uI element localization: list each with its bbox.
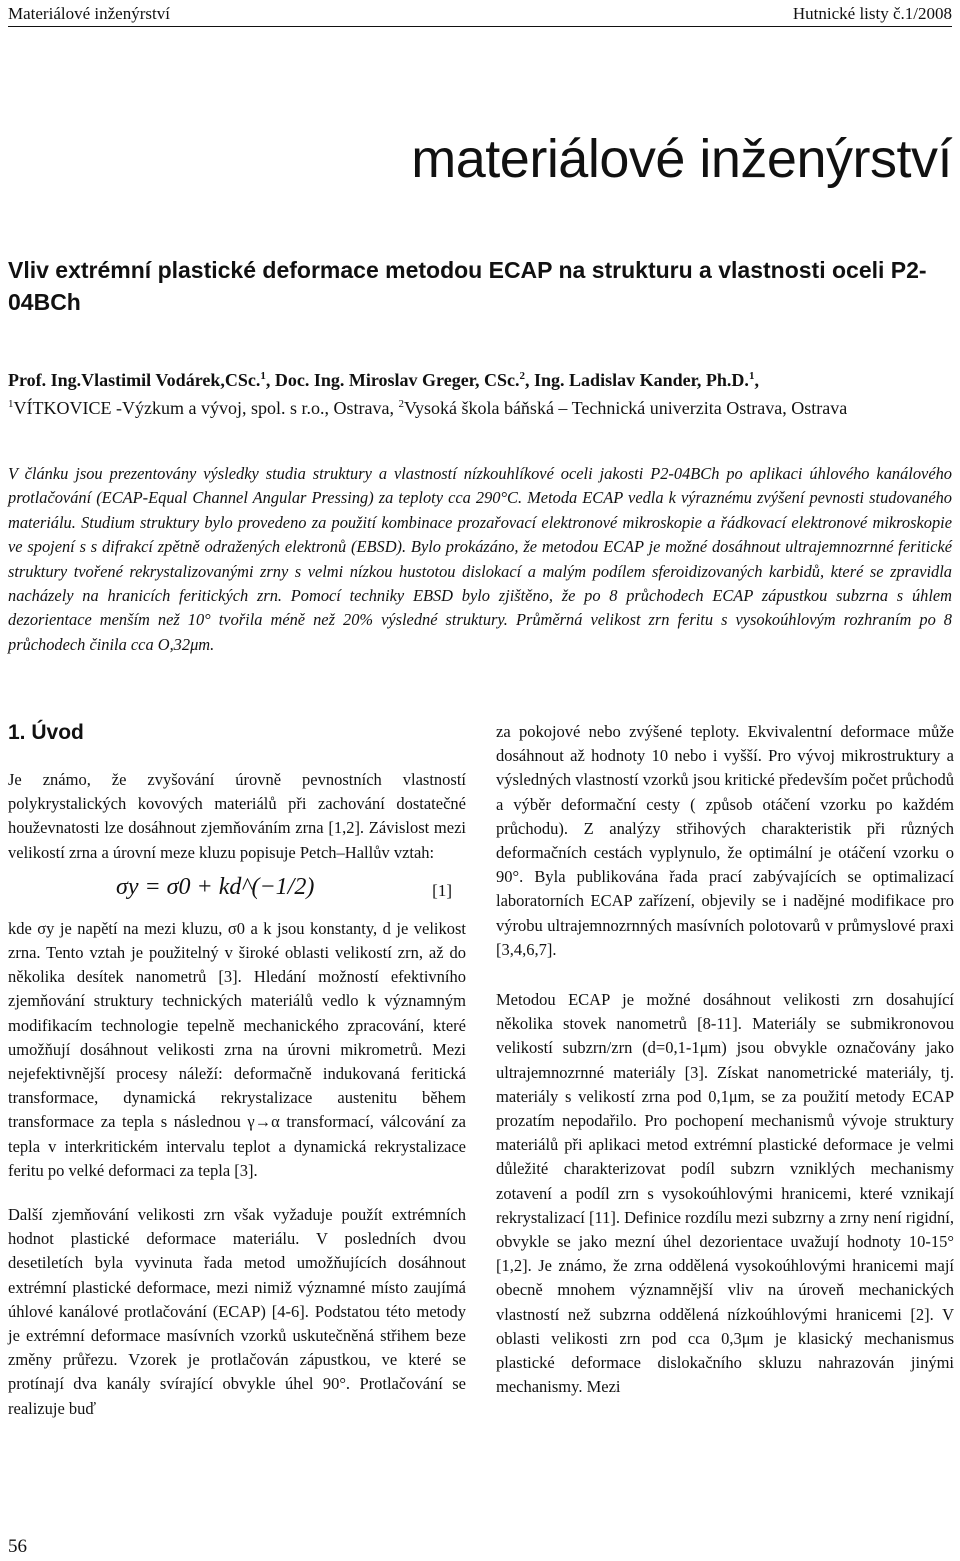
abstract: V článku jsou prezentovány výsledky studia struktury a vlastností nízkouhlíkové oceli jakosti P2-04BCh po aplikaci úhlového kanálového protlačování (ECAP-Equal Channel Angular Pressing) za teploty cca 290°C. Metoda ECAP vedla k výraznému zvýšení pevnosti studovaného materiálu. Studium struktury bylo provedeno za použití kombinace prozařovací elektronové mikroskopie a řádkovací elektronové mikroskopie ve spojení s s difrakcí zpětně odražených elektronů (EBSD). Bylo prokázáno, že metodou ECAP je možné dosáhnout ultrajemnozrnné feritické struktury tvořené rekrystalizovanými zrny s velmi nízkou hustotou dislokací a malým podílem sferoidizovaných karbidů, které se zpravidla nacházely na hranicích feritických zrn. Pomocí techniky EBSD bylo zjištěno, že po 8 průchodech ECAP zápustkou subzrna s úhlem dezorientace menším než 10° tvořila méně než 20% výsledné struktury. Průměrná velikost zrn feritu s vysokoúhlovým rozhraním po 8 průchodech činila cca O,32μm. xyxy=(8,464,952,654)
intro-paragraph-2: kde σy je napětí na mezi kluzu, σ0 a k jsou konstanty, d je velikost zrna. Tento vztah je použitelný v široké oblasti velikostí zrn, až do několika desítek nanometrů [3]. Hledání možností efektivního zjemňování struktury technických materiálů vedlo k významným modifikacím technologie tepelně mechanického zpracování, které umožňují dosáhnout velikosti zrna na úrovni mikrometrů. Mezi nejefektivnější procesy náleží: deformačně indukovaná feritická transformace, dynamická rekrystalizace austenitu během transformace za tepla s následnou γ→α transformací, válcování za tepla v interkritickém intervalu teplot a dynamická rekrystalizace feritu po velké deformaci za tepla [3]. xyxy=(8,918,466,1180)
right-paragraph-2: Metodou ECAP je možné dosáhnout velikosti zrn dosahující několika stovek nanometrů [8-11]. Materiály se submikronovou velikostí subzrn/zrn (d=0,1-1μm) jsou obvykle označovány jako ultrajemnozrnné materiály [3]. Získat nanometrické materiály, tj. materiály s velikostí zrna pod 0,1μm, se za použití metody ECAP prozatím nepodařilo. Pro pochopení mechanismů vývoje struktury materiálů při aplikaci metod extrémní plastické deformace je velmi důležité charakterizovat podíl subzrn vzniklých mechanismy zotavení a podíl zrn s vysokoúhlovými hranicemi, které vznikají rekrystalizací [11]. Definice rozdílu mezi subzrny a zrny není rigidní, obvykle se jako mezní úhel dezorientace uvažují hodnoty 10-15° [1,2]. Je známo, že zrna oddělená vysokoúhlovými hranicemi mají obecně mnohem významnější vliv na úroveň mechanických vlastností než subzrna oddělená nízkoúhlovými hranicemi [2]. V oblasti velikosti zrn pod cca 0,3μm je klasický mechanismus plastické deformace dislokačního skluzu nahrazován jinými mechanismy. Mezi xyxy=(496,990,955,1397)
affiliation-2: Vysoká škola báňská – Technická univerzita Ostrava, Ostrava xyxy=(403,398,848,418)
author-3-affiliation-mark: 1 xyxy=(748,370,755,382)
header-issue: Hutnické listy č.1/2008 xyxy=(792,4,952,23)
intro-heading: 1. Úvod xyxy=(8,721,84,744)
right-column xyxy=(496,720,954,1399)
page-number: 56 xyxy=(8,1536,27,1557)
author-3: , Ing. Ladislav Kander, Ph.D. xyxy=(525,370,749,390)
section-title: materiálové inženýrství xyxy=(411,129,952,189)
affiliation-1: VÍTKOVICE -Výzkum a vývoj, spol. s r.o., Ostrava, xyxy=(13,398,399,418)
header-journal-section: Materiálové inženýrství xyxy=(8,4,170,23)
left-column xyxy=(8,718,466,1421)
right-paragraph-1: za pokojové nebo zvýšené teploty. Ekvivalentní deformace může dosáhnout až hodnoty 10 nebo i vyšší. Pro vývoj mikrostruktury a výsledných vlastností vzorků jsou kritické především počet průchodů a výběr deformační cesty ( způsob otáčení vzorku po každém průchodu). Z analýzy střihových charakteristik při různých deformačních cestách vyplynulo, že optimální je otáčení vzorku o 90°. Byla publikována řada prací zabývajících se optimalizací laboratorních ECAP zařízení, objevily se i nadějné modifikace pro výrobu ultrajemnozrnných masívních polotovarů v průmyslové praxi [3,4,6,7]. xyxy=(496,722,954,959)
petch-hall-equation xyxy=(8,869,466,913)
running-header xyxy=(8,4,952,28)
equation-expression: σy = σ0 + kd^(−1/2) xyxy=(116,873,315,900)
author-1-affiliation-mark: 1 xyxy=(260,370,266,382)
author-2: , Doc. Ing. Miroslav Greger, CSc. xyxy=(265,370,520,390)
author-2-affiliation-mark: 2 xyxy=(519,370,526,382)
header-divider xyxy=(8,26,952,27)
affiliation-2-mark: 2 xyxy=(398,398,404,410)
author-block xyxy=(8,364,952,420)
author-list xyxy=(8,370,759,390)
author-list-end: , xyxy=(754,370,759,390)
intro-paragraph-1: Je známo, že zvyšování úrovně pevnostních vlastností polykrystalických kovových materiálů při zachování dostatečné houževnatosti lze dosáhnout zjemňováním zrna [1,2]. Závislost mezi velikostí zrna a úrovní meze kluzu popisuje Petch–Hallův vztah: xyxy=(8,770,466,862)
affiliation-1-mark: 1 xyxy=(8,398,14,410)
paper-title: Vliv extrémní plastické deformace metodou ECAP na strukturu a vlastnosti oceli P2-04BCh xyxy=(8,257,927,315)
author-1: Prof. Ing.Vlastimil Vodárek,CSc. xyxy=(8,370,261,390)
equation-number: [1] xyxy=(432,880,452,900)
intro-paragraph-3: Další zjemňování velikosti zrn však vyžaduje použít extrémních hodnot plastické deformace materiálu. V posledních dvou desetiletích byla vyvinuta řada metod umožňujících dosáhnout extrémní plastické deformace, mezi nimiž významné místo zaujímá úhlové kanálové protlačování (ECAP) [4-6]. Podstatou této metody je extrémní deformace masívních vzorků uskutečněná střihem beze změny průřezu. Vzorek je protlačován zápustkou, ve které se protínají dva kanály svírající obvykle úhel 90°. Protlačování se realizuje buď xyxy=(8,1205,466,1418)
